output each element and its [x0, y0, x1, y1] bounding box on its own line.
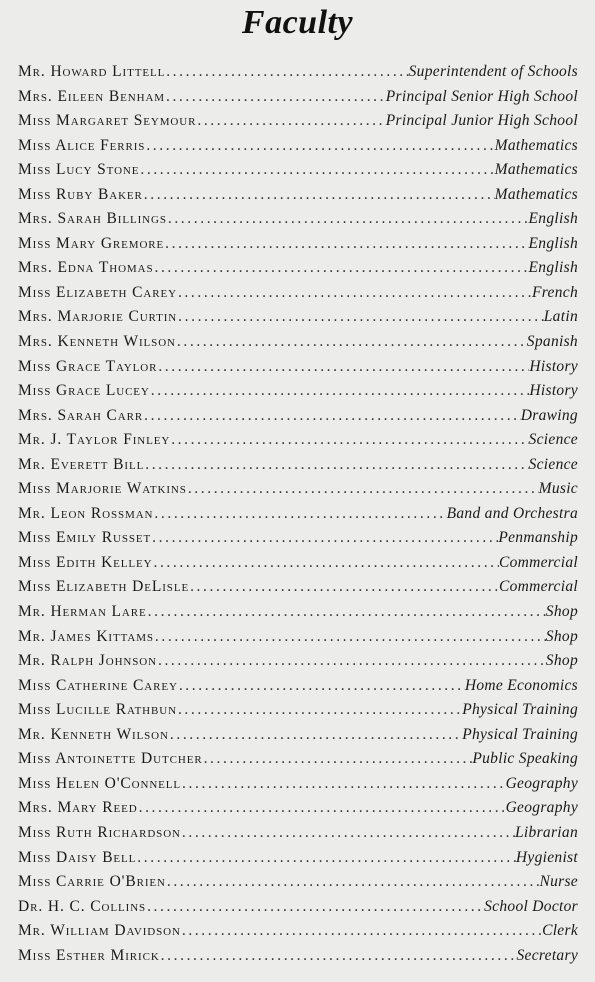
- faculty-role: Shop: [545, 652, 578, 670]
- dot-leader: [166, 870, 540, 895]
- faculty-row: [18, 158, 578, 183]
- faculty-role: Latin: [543, 308, 578, 326]
- faculty-role: Secretary: [516, 946, 578, 964]
- faculty-role: Shop: [545, 627, 578, 645]
- faculty-name: Miss Elizabeth Carey: [18, 283, 177, 301]
- faculty-row: [18, 330, 578, 355]
- faculty-role: Music: [538, 480, 578, 498]
- faculty-name: Mrs. Edna Thomas: [18, 259, 154, 277]
- faculty-row: [18, 502, 578, 527]
- faculty-name: Mrs. Mary Reed: [18, 799, 138, 817]
- faculty-row: [18, 747, 578, 772]
- faculty-name: Miss Ruby Baker: [18, 185, 143, 203]
- faculty-role: Public Speaking: [472, 750, 578, 768]
- faculty-name: Miss Lucy Stone: [18, 161, 140, 179]
- faculty-row: [18, 649, 578, 674]
- faculty-role: Drawing: [520, 406, 578, 424]
- faculty-role: Principal Senior High School: [385, 87, 578, 105]
- dot-leader: [151, 526, 498, 551]
- faculty-name: Mr. J. Taylor Finley: [18, 431, 171, 449]
- dot-leader: [144, 453, 528, 478]
- faculty-name: Miss Antoinette Dutcher: [18, 750, 203, 768]
- faculty-row: [18, 305, 578, 330]
- faculty-name: Mr. Kenneth Wilson: [18, 725, 169, 743]
- dot-leader: [181, 919, 542, 944]
- faculty-row: [18, 379, 578, 404]
- faculty-name: Mr. Howard Littell: [18, 63, 166, 80]
- faculty-name: Mr. William Davidson: [18, 922, 181, 940]
- faculty-role: Librarian: [515, 823, 578, 841]
- faculty-role: Science: [528, 431, 578, 449]
- faculty-name: Miss Helen O'Connell: [18, 774, 182, 792]
- faculty-role: Band and Orchestra: [446, 504, 578, 522]
- faculty-name: Miss Esther Mirick: [18, 946, 160, 964]
- dot-leader: [146, 895, 484, 920]
- faculty-row: [18, 698, 578, 723]
- faculty-role: Commercial: [498, 553, 578, 571]
- faculty-role: Geography: [505, 799, 578, 817]
- faculty-name: Miss Mary Gremore: [18, 234, 165, 252]
- faculty-role: Superintendent of Schools: [408, 63, 578, 80]
- dot-leader: [153, 502, 446, 527]
- dot-leader: [177, 281, 532, 306]
- dot-leader: [139, 158, 494, 183]
- faculty-name: Mrs. Sarah Billings: [18, 210, 167, 228]
- faculty-row: [18, 895, 578, 920]
- faculty-role: Physical Training: [462, 701, 578, 719]
- faculty-row: [18, 551, 578, 576]
- dot-leader: [178, 674, 465, 699]
- faculty-role: Mathematics: [494, 136, 578, 154]
- faculty-role: Geography: [505, 774, 578, 792]
- faculty-name: Miss Grace Lucey: [18, 382, 150, 400]
- faculty-role: French: [532, 283, 578, 301]
- faculty-name: Mr. Herman Lare: [18, 603, 147, 621]
- dot-leader: [152, 551, 498, 576]
- faculty-name: Miss Alice Ferris: [18, 136, 146, 154]
- faculty-name: Mrs. Sarah Carr: [18, 406, 144, 424]
- faculty-role: School Doctor: [484, 897, 578, 915]
- faculty-row: [18, 575, 578, 600]
- dot-leader: [167, 207, 529, 232]
- dot-leader: [177, 698, 462, 723]
- faculty-row: [18, 944, 578, 969]
- dot-leader: [176, 330, 527, 355]
- faculty-name: Mr. Everett Bill: [18, 455, 145, 473]
- faculty-role: English: [528, 210, 578, 228]
- dot-leader: [157, 355, 529, 380]
- dot-leader: [147, 600, 546, 625]
- dot-leader: [157, 649, 546, 674]
- faculty-row: [18, 919, 578, 944]
- faculty-role: History: [529, 357, 578, 375]
- faculty-row: [18, 870, 578, 895]
- dot-leader: [170, 428, 528, 453]
- faculty-row: [18, 600, 578, 625]
- dot-leader: [165, 85, 386, 110]
- dot-leader: [189, 575, 499, 600]
- faculty-role: Physical Training: [462, 725, 578, 743]
- faculty-row: [18, 772, 578, 797]
- faculty-row: [18, 404, 578, 429]
- faculty-row: [18, 85, 578, 110]
- faculty-role: Home Economics: [464, 676, 578, 694]
- faculty-name: Miss Catherine Carey: [18, 676, 178, 694]
- faculty-role: Nurse: [539, 873, 578, 891]
- faculty-list: [18, 60, 578, 968]
- faculty-row: [18, 821, 578, 846]
- faculty-row: [18, 625, 578, 650]
- dot-leader: [177, 305, 544, 330]
- dot-leader: [164, 232, 528, 257]
- faculty-role: Principal Junior High School: [385, 112, 578, 130]
- dot-leader: [181, 821, 515, 846]
- faculty-name: Miss Ruth Richardson: [18, 823, 181, 841]
- faculty-row: [18, 60, 578, 85]
- dot-leader: [143, 183, 495, 208]
- faculty-name: Mrs. Marjorie Curtin: [18, 308, 178, 326]
- faculty-row: [18, 846, 578, 871]
- faculty-name: Miss Marjorie Watkins: [18, 480, 187, 498]
- dot-leader: [138, 796, 506, 821]
- faculty-name: Miss Margaret Seymour: [18, 112, 197, 130]
- faculty-name: Dr. H. C. Collins: [18, 897, 147, 915]
- faculty-row: [18, 256, 578, 281]
- faculty-role: Hygienist: [515, 848, 578, 866]
- dot-leader: [153, 256, 528, 281]
- faculty-row: [18, 428, 578, 453]
- faculty-row: [18, 281, 578, 306]
- faculty-role: Penmanship: [498, 529, 578, 547]
- page-title: Faculty: [241, 4, 354, 41]
- dot-leader: [154, 625, 546, 650]
- faculty-row: [18, 453, 578, 478]
- faculty-name: Miss Elizabeth DeLisle: [18, 578, 190, 596]
- faculty-role: Science: [528, 455, 578, 473]
- faculty-role: Mathematics: [494, 185, 578, 203]
- faculty-name: Mr. Leon Rossman: [18, 504, 154, 522]
- dot-leader: [136, 846, 516, 871]
- faculty-row: [18, 232, 578, 257]
- faculty-name: Mrs. Kenneth Wilson: [18, 333, 176, 351]
- faculty-role: English: [528, 234, 578, 252]
- dot-leader: [169, 723, 462, 748]
- dot-leader: [150, 379, 530, 404]
- faculty-role: Commercial: [498, 578, 578, 596]
- faculty-row: [18, 796, 578, 821]
- faculty-row: [18, 526, 578, 551]
- faculty-role: Mathematics: [494, 161, 578, 179]
- faculty-row: [18, 134, 578, 159]
- dot-leader: [187, 477, 539, 502]
- faculty-row: [18, 355, 578, 380]
- dot-leader: [143, 404, 521, 429]
- faculty-row: [18, 109, 578, 134]
- faculty-name: Mr. Ralph Johnson: [18, 652, 157, 670]
- faculty-name: Miss Edith Kelley: [18, 553, 153, 571]
- dot-leader: [203, 747, 473, 772]
- faculty-row: [18, 723, 578, 748]
- faculty-role: Shop: [545, 603, 578, 621]
- dot-leader: [196, 109, 385, 134]
- faculty-name: Miss Emily Russet: [18, 529, 152, 547]
- dot-leader: [160, 944, 517, 969]
- faculty-role: English: [528, 259, 578, 277]
- faculty-row: [18, 183, 578, 208]
- faculty-row: [18, 477, 578, 502]
- faculty-name: Mrs. Eileen Benham: [18, 87, 165, 105]
- faculty-row: [18, 207, 578, 232]
- faculty-role: Clerk: [542, 922, 578, 940]
- dot-leader: [145, 134, 494, 159]
- faculty-role: History: [529, 382, 578, 400]
- faculty-name: Miss Grace Taylor: [18, 357, 158, 375]
- faculty-row: [18, 674, 578, 699]
- faculty-name: Miss Carrie O'Brien: [18, 873, 166, 891]
- faculty-name: Miss Lucille Rathbun: [18, 701, 177, 719]
- faculty-name: Mr. James Kittams: [18, 627, 154, 645]
- dot-leader: [165, 60, 408, 85]
- faculty-role: Spanish: [526, 333, 578, 351]
- faculty-name: Miss Daisy Bell: [18, 848, 137, 866]
- dot-leader: [181, 772, 506, 797]
